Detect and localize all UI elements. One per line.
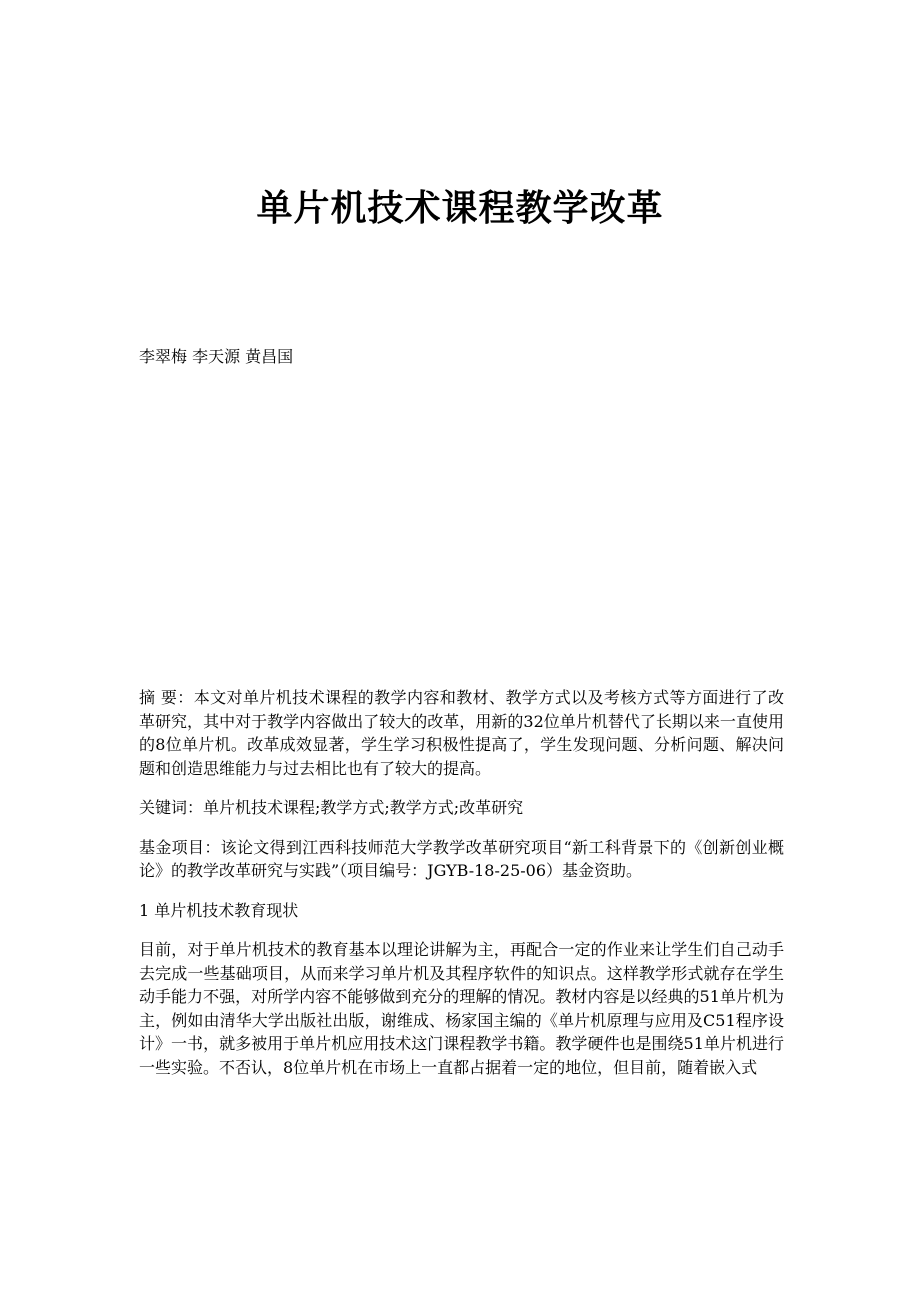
abstract: 摘 要：本文对单片机技术课程的教学内容和教材、教学方式以及考核方式等方面进行了改革研究，其中对于教学内容做出了较大的改革，用新的32位单片机替代了长期以来一直使用的8位单片机。改革成效显著，学生学习积极性提高了，学生发现问题、分析问题、解决问题和创造思维能力与过去相比也有了较大的提高。	[139, 688, 784, 778]
article-body	[139, 686, 784, 1095]
authors: 李翠梅 李天源 黄昌国	[139, 347, 294, 366]
section-heading: 1 单片机技术教育现状	[139, 900, 299, 920]
fund-info: 基金项目：该论文得到江西科技师范大学教学改革研究项目“新工科背景下的《创新创业概论》的教学改革研究与实践”（项目编号：JGYB-18-25-06）基金资助。	[139, 837, 784, 880]
section-body: 目前，对于单片机技术的教育基本以理论讲解为主，再配合一定的作业来让学生们自己动手去完成一些基础项目，从而来学习单片机及其程序软件的知识点。这样教学形式就存在学生动手能力不强，对所学内容不能够做到充分的理解的情况。教材内容是以经典的51单片机为主，例如由清华大学出版社出版，谢维成、杨家国主编的《单片机原理与应用及C51程序设计》一书，就多被用于单片机应用技术这门课程教学书籍。教学硬件也是围绕51单片机进行一些实验。不否认，8位单片机在市场上一直都占据着一定的地位，但目前，随着嵌入式	[139, 940, 784, 1077]
keywords: 关键词：单片机技术课程;教学方式;教学方式;改革研究	[139, 798, 524, 817]
page-title: 单片机技术课程教学改革	[256, 187, 664, 229]
